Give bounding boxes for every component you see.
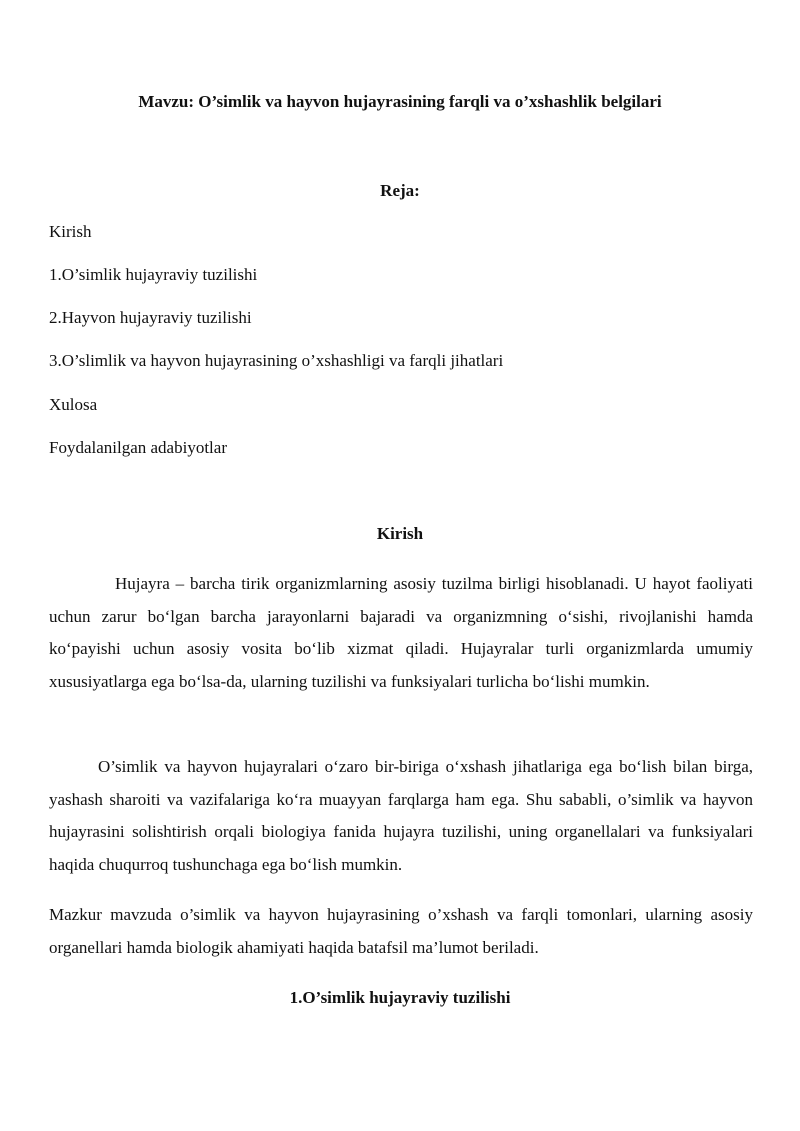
- plan-item: Kirish: [49, 222, 92, 241]
- document-title: Mavzu: O’simlik va hayvon hujayrasining farqli va o’xshashlik belgilari: [138, 92, 662, 111]
- section-heading: 1.O’simlik hujayraviy tuzilishi: [289, 988, 511, 1007]
- intro-paragraph: O’simlik va hayvon hujayralari o‘zaro bir-biriga o‘xshash jihatlariga ega bo‘lish bilan birga, yashash sharoiti va vazifalariga ko‘ra muayyan farqlarga ham ega. Shu sababli, o’simlik va hayvon hujayrasini solishtirish orqali biologiya fanida hujayra tuzilishi, uning organellalari va funksiyalari haqida chuqurroq tushunchaga ega bo‘lish mumkin.: [49, 757, 753, 874]
- intro-paragraph: Mazkur mavzuda o’simlik va hayvon hujayrasining o’xshash va farqli tomonlari, ularning asosiy organellari hamda biologik ahamiyati haqida batafsil ma’lumot beriladi.: [49, 905, 753, 957]
- intro-paragraph: Hujayra – barcha tirik organizmlarning asosiy tuzilma birligi hisoblanadi. U hayot faoliyati uchun zarur bo‘lgan barcha jarayonlarni bajaradi va organizmning o‘sishi, rivojlanishi hamda ko‘payishi uchun asosiy vosita bo‘lib xizmat qiladi. Hujayralar turli organizmlarda umumiy xususiyatlarga ega bo‘lsa-da, ularning tuzilishi va funksiyalari turlicha bo‘lishi mumkin.: [49, 574, 753, 691]
- plan-item: Xulosa: [49, 395, 98, 414]
- intro-heading: Kirish: [376, 524, 424, 543]
- plan-heading: Reja:: [380, 181, 420, 200]
- plan-item: 1.O’simlik hujayraviy tuzilishi: [49, 265, 258, 284]
- plan-item: Foydalanilgan adabiyotlar: [49, 438, 227, 457]
- plan-item: 2.Hayvon hujayraviy tuzilishi: [49, 308, 252, 327]
- plan-item: 3.O’slimlik va hayvon hujayrasining o’xshashligi va farqli jihatlari: [49, 351, 504, 370]
